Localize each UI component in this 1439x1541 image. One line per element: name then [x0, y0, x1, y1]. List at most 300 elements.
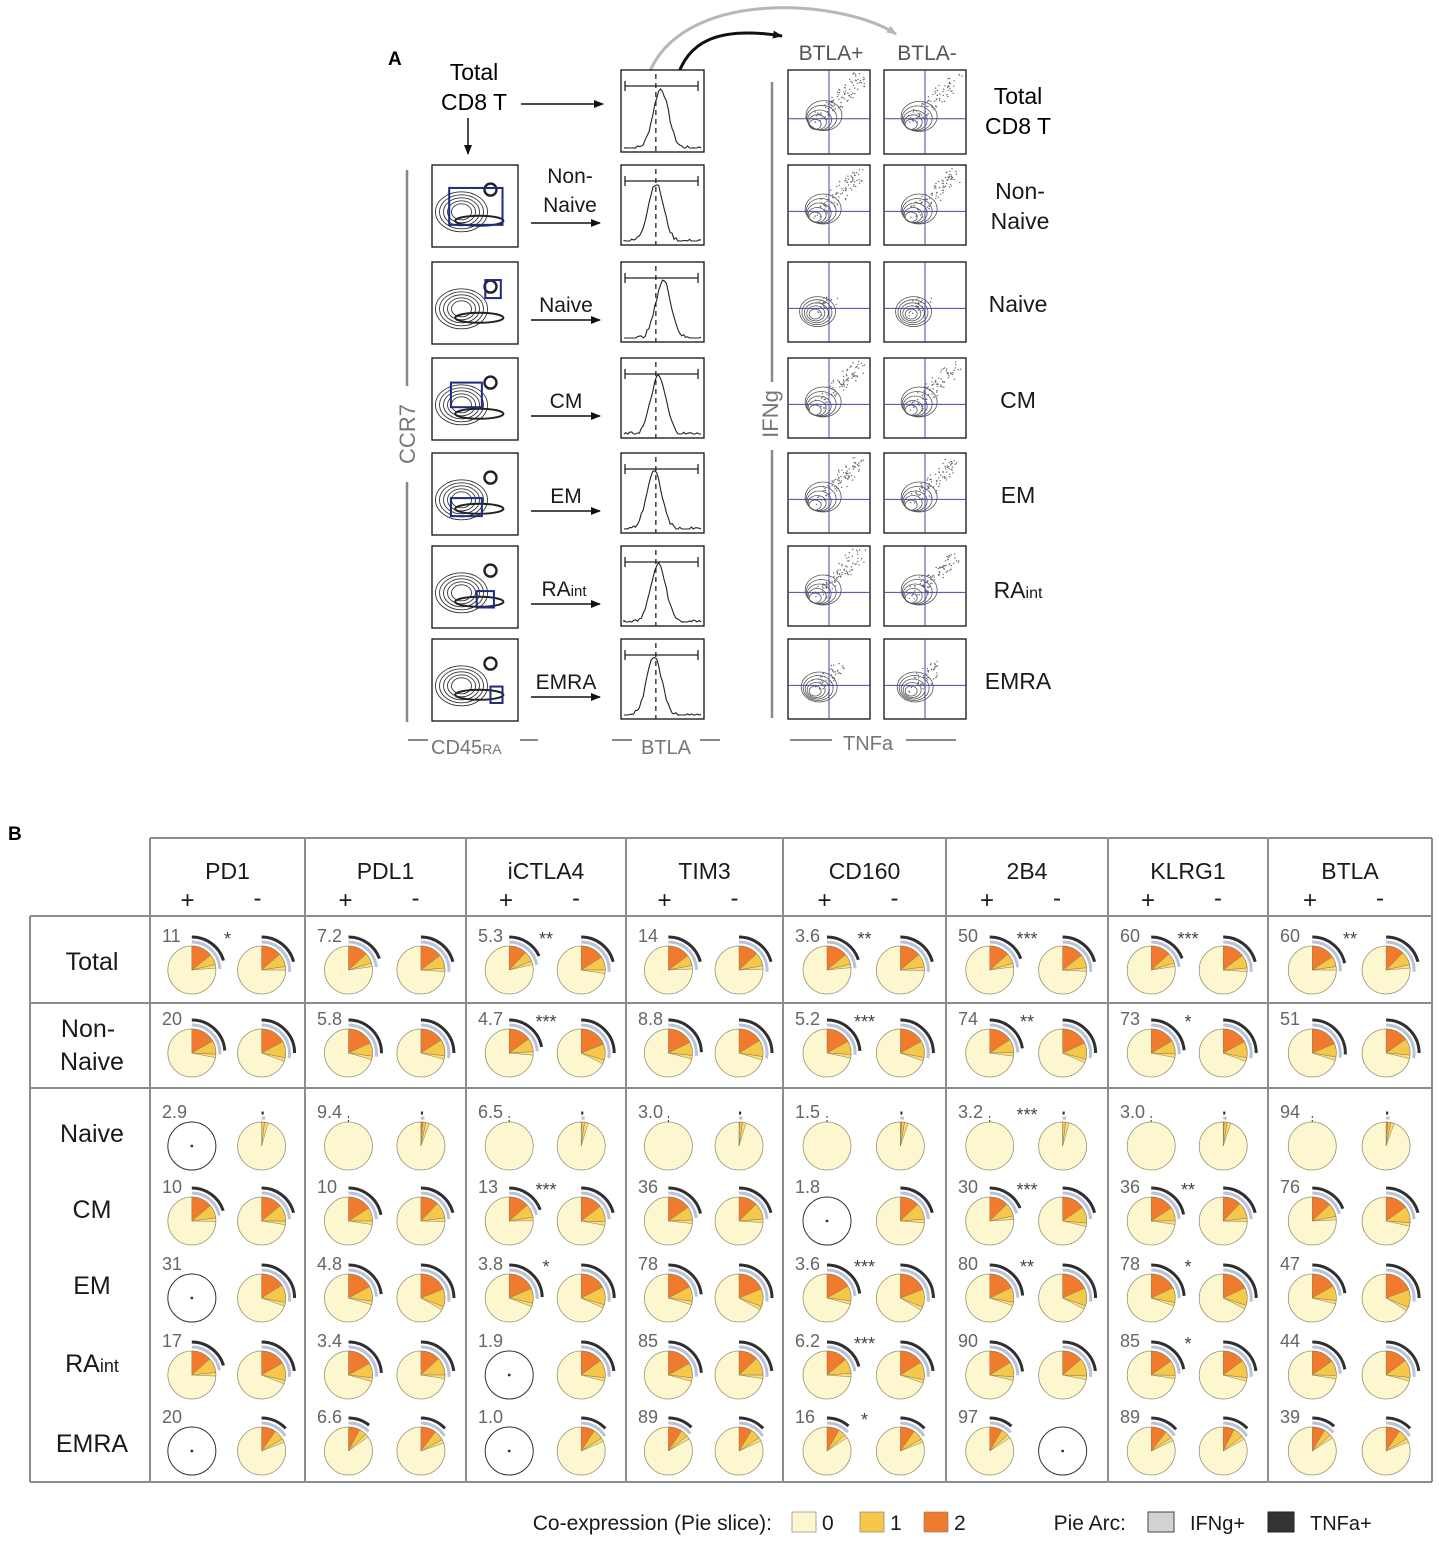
quad-em-btla-neg-event	[947, 465, 948, 466]
quad-total-btla-pos-event	[838, 99, 839, 100]
quad-em-btla-neg-event	[938, 486, 939, 487]
quad-em-btla-pos-event	[824, 488, 825, 489]
cell-5-2	[478, 1331, 614, 1399]
quad-cm-btla-neg-event	[926, 398, 927, 399]
quad-raint-btla-pos-event	[837, 570, 838, 571]
quad-em-btla-pos-event	[858, 471, 859, 472]
quad-cm-btla-pos-event	[846, 370, 847, 371]
quad-nonnaive-btla-neg-event	[950, 184, 951, 185]
quad-nonnaive-btla-neg-event	[942, 187, 943, 188]
quad-raint-btla-pos-event	[839, 573, 840, 574]
quad-total-btla-neg-event	[949, 88, 950, 89]
plus-label: +	[180, 887, 195, 914]
quad-naive-btla-pos-event	[818, 312, 819, 313]
quad-total-btla-neg-event	[939, 94, 940, 95]
quad-total-btla-pos-event	[852, 97, 853, 98]
quad-raint-btla-neg-event	[939, 572, 940, 573]
quad-total-btla-neg-event	[951, 90, 952, 91]
quad-cm-btla-pos-event	[854, 375, 855, 376]
quad-em-btla-neg-event	[938, 468, 939, 469]
quad-cm-btla-pos-event	[839, 386, 840, 387]
quad-nonnaive-btla-pos-event	[826, 206, 827, 207]
quad-em-btla-neg-event	[945, 466, 946, 467]
positive-percent: 1.9	[478, 1331, 504, 1351]
plus-label: +	[1140, 887, 1156, 914]
quad-total-btla-neg-event	[919, 113, 920, 114]
quad-emra-btla-neg-event	[934, 666, 935, 667]
quad-cm-btla-neg-event	[941, 386, 942, 387]
quad-nonnaive-btla-neg-event	[946, 183, 947, 184]
quad-cm-btla-neg-event	[910, 409, 911, 410]
cell-1-3	[638, 1009, 772, 1077]
quad-emra-btla-pos-event	[837, 670, 838, 671]
hist-nonnaive-frame	[621, 165, 704, 245]
quad-total-btla-pos-event	[859, 82, 860, 83]
quad-raint-btla-pos-event	[844, 569, 845, 570]
quad-cm-btla-pos-event	[823, 407, 824, 408]
quad-total-btla-neg-event	[953, 86, 954, 87]
quad-cm-btla-pos-event	[843, 390, 844, 391]
quad-cm-btla-pos-event	[851, 366, 852, 367]
quad-em-btla-neg-event	[946, 479, 947, 480]
quad-cm-btla-pos-event	[857, 364, 858, 365]
quad-total-btla-pos-event	[838, 94, 839, 95]
quad-emra-btla-neg-event	[936, 661, 937, 662]
quad-nonnaive-btla-neg-event	[938, 197, 939, 198]
quad-raint-btla-neg-event	[958, 562, 959, 563]
quad-nonnaive-btla-pos-event	[845, 178, 846, 179]
quad-nonnaive-btla-pos-event	[855, 186, 856, 187]
quad-em-btla-pos-event	[841, 487, 842, 488]
quad-em-btla-neg-event	[952, 467, 953, 468]
quad-nonnaive-btla-neg-event	[929, 206, 930, 207]
quad-cm-btla-pos-event	[857, 376, 858, 377]
quad-cm-btla-neg-event	[936, 391, 937, 392]
quad-cm-btla-neg-event	[948, 377, 949, 378]
quad-raint-btla-neg-event	[931, 583, 932, 584]
quad-em-btla-pos-event	[823, 490, 824, 491]
quad-emra-btla-neg-event	[931, 683, 932, 684]
quad-total-btla-pos-event	[839, 92, 840, 93]
positive-percent: 17	[162, 1331, 183, 1351]
row-label-naive: Naive	[60, 1120, 124, 1148]
quad-nonnaive-btla-neg-event	[910, 217, 911, 218]
quad-em-btla-neg-event	[927, 477, 928, 478]
col-btla-neg: BTLA-	[897, 42, 957, 65]
quad-total-btla-pos-event	[844, 98, 845, 99]
minus-label: -	[253, 885, 262, 912]
quad-em-btla-neg-event	[946, 471, 947, 472]
quad-total-btla-pos-event	[851, 82, 852, 83]
panel-b	[8, 824, 1432, 1535]
right-total-line1: Total	[993, 83, 1043, 109]
positive-percent: 3.0	[638, 1102, 664, 1122]
minus-label: -	[411, 885, 420, 912]
legend-arc-swatch-tnfa	[1268, 1512, 1294, 1532]
quad-raint-btla-neg-event	[927, 593, 928, 594]
quad-naive-btla-neg-event	[931, 298, 932, 299]
quad-total-btla-neg-event	[943, 89, 944, 90]
quad-nonnaive-btla-neg-event	[936, 195, 937, 196]
quad-emra-btla-neg-event	[933, 678, 934, 679]
quad-raint-btla-pos-event	[848, 560, 849, 561]
pie-plus-base	[644, 1122, 692, 1170]
quad-nonnaive-btla-pos-event	[836, 192, 837, 193]
quad-raint-btla-neg-event	[950, 569, 951, 570]
plus-label: +	[817, 887, 832, 914]
quad-cm-btla-pos-event	[839, 381, 840, 382]
quad-total-btla-pos-event	[814, 111, 815, 112]
quad-cm-btla-neg-event	[937, 386, 938, 387]
quad-em-btla-pos-event	[858, 465, 859, 466]
quad-nonnaive-btla-pos-event	[854, 173, 855, 174]
quad-cm-btla-pos-event	[850, 366, 851, 367]
quad-cm-btla-neg-event	[957, 369, 958, 370]
quad-raint-btla-pos-event	[837, 573, 838, 574]
quad-naive-btla-pos-event	[831, 299, 832, 300]
pie-plus-base	[1288, 1122, 1336, 1170]
cell-0-3	[638, 926, 771, 994]
quad-cm-btla-pos-event	[825, 402, 826, 403]
quad-raint-btla-neg-event	[943, 577, 944, 578]
quad-emra-btla-pos-event	[825, 680, 826, 681]
quad-emra-btla-pos-event	[833, 680, 834, 681]
positive-percent: 6.2	[795, 1331, 821, 1351]
quad-total-btla-pos-event	[863, 86, 864, 87]
quad-em-btla-neg-event	[954, 460, 955, 461]
positive-percent: 3.2	[958, 1102, 984, 1122]
cell-6-3	[638, 1407, 763, 1475]
right-label-cm: CM	[1000, 387, 1036, 413]
quad-em-btla-neg-event	[942, 476, 943, 477]
quad-raint-btla-neg-event	[914, 598, 915, 599]
arrow-label-nonnaive-line1: Non-	[547, 165, 593, 188]
cell-1-0	[162, 1009, 295, 1077]
cell-1-1	[317, 1009, 454, 1077]
quad-nonnaive-btla-pos-event	[852, 179, 853, 180]
positive-percent: 94	[1280, 1102, 1301, 1122]
quad-em-btla-pos-event	[838, 470, 839, 471]
quad-raint-btla-neg-event	[920, 583, 921, 584]
positive-percent: 13	[478, 1177, 499, 1197]
quad-nonnaive-btla-pos-event	[830, 190, 831, 191]
legend-arc-title: Pie Arc:	[1053, 1512, 1126, 1535]
quad-em-btla-pos-event	[817, 497, 818, 498]
quad-em-btla-pos-event	[849, 468, 850, 469]
quad-em-btla-neg-event	[921, 483, 922, 484]
quad-cm-btla-pos-event	[843, 381, 844, 382]
quad-emra-btla-pos-event	[835, 674, 836, 675]
quad-raint-btla-pos-event	[857, 551, 858, 552]
quad-raint-btla-pos-event	[835, 585, 836, 586]
quad-raint-btla-neg-event	[954, 553, 955, 554]
positive-percent: 2.9	[162, 1102, 188, 1122]
quad-total-btla-pos-event	[856, 80, 857, 81]
quad-total-btla-pos-event	[857, 79, 858, 80]
quad-cm-btla-pos-event	[830, 386, 831, 387]
quad-naive-btla-pos-event	[823, 305, 824, 306]
quad-cm-btla-pos-event	[863, 373, 864, 374]
cell-0-2	[478, 926, 613, 994]
quad-em-btla-neg-event	[939, 483, 940, 484]
positive-percent: 60	[1120, 926, 1141, 946]
panel-a-plots	[432, 70, 1052, 721]
quad-nonnaive-btla-neg-event	[954, 179, 955, 180]
quad-em-btla-neg-event	[947, 467, 948, 468]
marker-header-ictla4: iCTLA4	[507, 858, 585, 884]
quad-nonnaive-btla-neg-event	[929, 198, 930, 199]
quad-total-btla-neg-event	[923, 104, 924, 105]
quad-nonnaive-btla-pos-event	[838, 185, 839, 186]
quad-cm-btla-neg-event	[944, 367, 945, 368]
quad-total-btla-neg-event	[926, 106, 927, 107]
quad-nonnaive-btla-pos-event	[815, 215, 816, 216]
quad-nonnaive-btla-pos-event	[824, 209, 825, 210]
quad-cm-btla-neg-event	[932, 384, 933, 385]
quad-total-btla-neg-event	[959, 74, 960, 75]
positive-percent: 78	[1120, 1254, 1141, 1274]
positive-percent: 8.8	[638, 1009, 664, 1029]
quad-total-btla-neg-event	[927, 106, 928, 107]
legend-arc-label-tnfa: TNFa+	[1310, 1513, 1372, 1535]
right-label-em: EM	[1000, 482, 1036, 508]
cell-0-4	[795, 926, 932, 994]
quad-nonnaive-btla-neg-event	[948, 179, 949, 180]
quad-cm-btla-pos-event	[848, 377, 849, 378]
quad-naive-btla-pos-event	[826, 300, 827, 301]
marker-header-pd1: PD1	[205, 858, 250, 884]
pie-plus-center-dot	[190, 1297, 193, 1300]
quad-nonnaive-btla-neg-event	[950, 178, 951, 179]
quad-nonnaive-btla-pos-event	[850, 175, 851, 176]
quad-em-btla-pos-event	[854, 462, 855, 463]
quad-total-btla-neg-event	[947, 78, 948, 79]
quad-cm-btla-neg-event	[946, 368, 947, 369]
quad-total-btla-neg-event	[939, 98, 940, 99]
quad-cm-btla-pos-event	[826, 401, 827, 402]
quad-em-btla-pos-event	[846, 486, 847, 487]
positive-percent: 10	[317, 1177, 338, 1197]
quad-raint-btla-pos-event	[852, 549, 853, 550]
quad-nonnaive-btla-pos-event	[861, 180, 862, 181]
quad-emra-btla-neg-event	[922, 668, 923, 669]
significance-stars: ***	[1016, 1180, 1038, 1200]
pie-plus-center-dot	[190, 1450, 193, 1453]
quad-naive-btla-neg-event	[910, 311, 911, 312]
quad-cm-btla-neg-event	[952, 372, 953, 373]
quad-nonnaive-btla-pos-event	[826, 212, 827, 213]
legend-slice-label-2: 2	[954, 1512, 966, 1535]
quad-total-btla-neg-event	[935, 93, 936, 94]
quad-cm-btla-pos-event	[837, 380, 838, 381]
marker-header-tim3: TIM3	[678, 858, 731, 884]
quad-emra-btla-pos-event	[833, 671, 834, 672]
positive-percent: 3.8	[478, 1254, 504, 1274]
quad-em-btla-neg-event	[919, 494, 920, 495]
hist-cm-frame	[621, 358, 704, 438]
quad-cm-btla-neg-event	[943, 387, 944, 388]
cell-6-6	[1120, 1407, 1247, 1475]
cell-2-5	[958, 1102, 1087, 1170]
quad-raint-btla-neg-event	[914, 586, 915, 587]
quad-total-btla-pos-event	[854, 93, 855, 94]
quad-em-btla-neg-event	[929, 495, 930, 496]
quad-raint-btla-pos-event	[845, 555, 846, 556]
quad-cm-btla-neg-event	[926, 383, 927, 384]
quad-nonnaive-btla-pos-event	[813, 217, 814, 218]
quad-nonnaive-btla-pos-event	[853, 184, 854, 185]
quad-emra-btla-pos-event	[823, 688, 824, 689]
quad-total-btla-neg-event	[953, 93, 954, 94]
positive-percent: 31	[162, 1254, 183, 1274]
quad-raint-btla-pos-event	[861, 558, 862, 559]
quad-em-btla-pos-event	[837, 474, 838, 475]
cell-3-0	[162, 1177, 294, 1245]
significance-stars: **	[538, 929, 554, 949]
right-label-nonnaive-line1: Non-	[995, 178, 1045, 204]
positive-percent: 85	[1120, 1331, 1141, 1351]
significance-stars: *	[860, 1410, 869, 1430]
quad-cm-btla-neg-event	[917, 399, 918, 400]
quad-nonnaive-btla-neg-event	[943, 180, 944, 181]
quad-cm-btla-pos-event	[844, 385, 845, 386]
quad-raint-btla-neg-event	[939, 567, 940, 568]
quad-emra-btla-neg-event	[922, 688, 923, 689]
significance-stars: ***	[1177, 929, 1199, 949]
positive-percent: 89	[638, 1407, 659, 1427]
quad-emra-btla-neg-event	[921, 683, 922, 684]
quad-total-btla-neg-event	[934, 91, 935, 92]
quad-em-btla-neg-event	[936, 480, 937, 481]
quad-nonnaive-btla-pos-event	[852, 177, 853, 178]
positive-percent: 3.0	[1120, 1102, 1146, 1122]
quad-cm-btla-neg-event	[948, 375, 949, 376]
quad-raint-btla-pos-event	[865, 549, 866, 550]
quad-em-btla-neg-event	[949, 476, 950, 477]
pie-plus-base	[324, 1122, 372, 1170]
quad-total-btla-neg-event	[949, 78, 950, 79]
quad-cm-btla-neg-event	[923, 394, 924, 395]
quad-raint-btla-pos-event	[840, 569, 841, 570]
cell-5-7	[1280, 1331, 1419, 1399]
quad-cm-btla-pos-event	[833, 381, 834, 382]
quad-raint-btla-neg-event	[953, 563, 954, 564]
quad-emra-btla-neg-event	[926, 678, 927, 679]
quad-total-btla-pos-event	[857, 89, 858, 90]
btla-axis-label: BTLA	[640, 737, 692, 759]
quad-raint-btla-neg-event	[921, 581, 922, 582]
quad-em-btla-neg-event	[910, 502, 911, 503]
significance-stars: ***	[535, 1012, 557, 1032]
quad-em-btla-pos-event	[816, 504, 817, 505]
quad-em-btla-pos-event	[857, 464, 858, 465]
quad-cm-btla-neg-event	[917, 392, 918, 393]
positive-percent: 10	[162, 1177, 183, 1197]
quad-total-btla-pos-event	[859, 73, 860, 74]
hist-raint-frame	[621, 546, 704, 626]
quad-cm-btla-neg-event	[927, 386, 928, 387]
quad-nonnaive-btla-neg-event	[920, 214, 921, 215]
quad-cm-btla-pos-event	[835, 395, 836, 396]
quad-nonnaive-btla-neg-event	[943, 190, 944, 191]
quad-raint-btla-pos-event	[846, 573, 847, 574]
arrow-label-nonnaive-line2: Naive	[543, 194, 597, 217]
quad-em-btla-pos-event	[831, 480, 832, 481]
quad-nonnaive-btla-pos-event	[837, 203, 838, 204]
quad-nonnaive-btla-neg-event	[927, 206, 928, 207]
cell-5-6	[1120, 1331, 1256, 1399]
quad-nonnaive-btla-neg-event	[921, 195, 922, 196]
quad-raint-btla-neg-event	[944, 569, 945, 570]
quad-em-btla-neg-event	[945, 459, 946, 460]
quad-raint-btla-neg-event	[932, 576, 933, 577]
quad-nonnaive-btla-neg-event	[943, 185, 944, 186]
quad-total-btla-neg-event	[947, 87, 948, 88]
quad-raint-btla-neg-event	[951, 554, 952, 555]
quad-em-btla-neg-event	[919, 488, 920, 489]
quad-em-btla-neg-event	[931, 481, 932, 482]
pie-plus-base	[1127, 1122, 1175, 1170]
positive-percent: 5.8	[317, 1009, 343, 1029]
quad-cm-btla-neg-event	[948, 373, 949, 374]
quad-em-btla-pos-event	[838, 480, 839, 481]
quad-raint-btla-neg-event	[912, 594, 913, 595]
minus-label: -	[1053, 885, 1061, 912]
cell-4-0	[162, 1254, 295, 1322]
positive-percent: 1.5	[795, 1102, 821, 1122]
quad-total-btla-pos-event	[845, 90, 846, 91]
quad-em-btla-neg-event	[929, 479, 930, 480]
cell-6-0	[162, 1407, 286, 1475]
quad-em-btla-pos-event	[848, 477, 849, 478]
quad-total-btla-pos-event	[837, 96, 838, 97]
quad-emra-btla-neg-event	[934, 664, 935, 665]
quad-raint-btla-pos-event	[836, 577, 837, 578]
quad-nonnaive-btla-pos-event	[845, 187, 846, 188]
legend-slice-label-0: 0	[822, 1512, 834, 1535]
quad-raint-btla-pos-event	[841, 565, 842, 566]
quad-raint-btla-pos-event	[826, 582, 827, 583]
significance-stars: **	[1019, 1257, 1035, 1277]
quad-total-btla-pos-event	[864, 79, 865, 80]
right-label-raint-sub: int	[1025, 585, 1043, 602]
quad-emra-btla-neg-event	[918, 681, 919, 682]
quad-em-btla-pos-event	[838, 478, 839, 479]
quad-cm-btla-neg-event	[950, 372, 951, 373]
quad-total-btla-neg-event	[947, 96, 948, 97]
quad-cm-btla-neg-event	[936, 390, 937, 391]
hist-emra-frame	[621, 639, 704, 719]
quad-cm-btla-neg-event	[932, 377, 933, 378]
quad-raint-btla-neg-event	[958, 560, 959, 561]
cell-2-4	[795, 1102, 924, 1170]
quad-total-btla-pos-event	[840, 106, 841, 107]
quad-em-btla-pos-event	[853, 468, 854, 469]
positive-percent: 20	[162, 1009, 183, 1029]
quad-nonnaive-btla-neg-event	[930, 203, 931, 204]
quad-raint-btla-neg-event	[919, 594, 920, 595]
quad-cm-btla-pos-event	[852, 362, 853, 363]
quad-total-btla-pos-event	[849, 79, 850, 80]
quad-raint-btla-pos-event	[851, 566, 852, 567]
quad-naive-btla-neg-event	[912, 300, 913, 301]
quad-em-btla-neg-event	[936, 483, 937, 484]
quad-nonnaive-btla-pos-event	[843, 190, 844, 191]
quad-emra-btla-neg-event	[934, 667, 935, 668]
quad-total-btla-neg-event	[922, 117, 923, 118]
cd45-axis-sub: RA	[482, 741, 502, 757]
quad-raint-btla-neg-event	[945, 560, 946, 561]
